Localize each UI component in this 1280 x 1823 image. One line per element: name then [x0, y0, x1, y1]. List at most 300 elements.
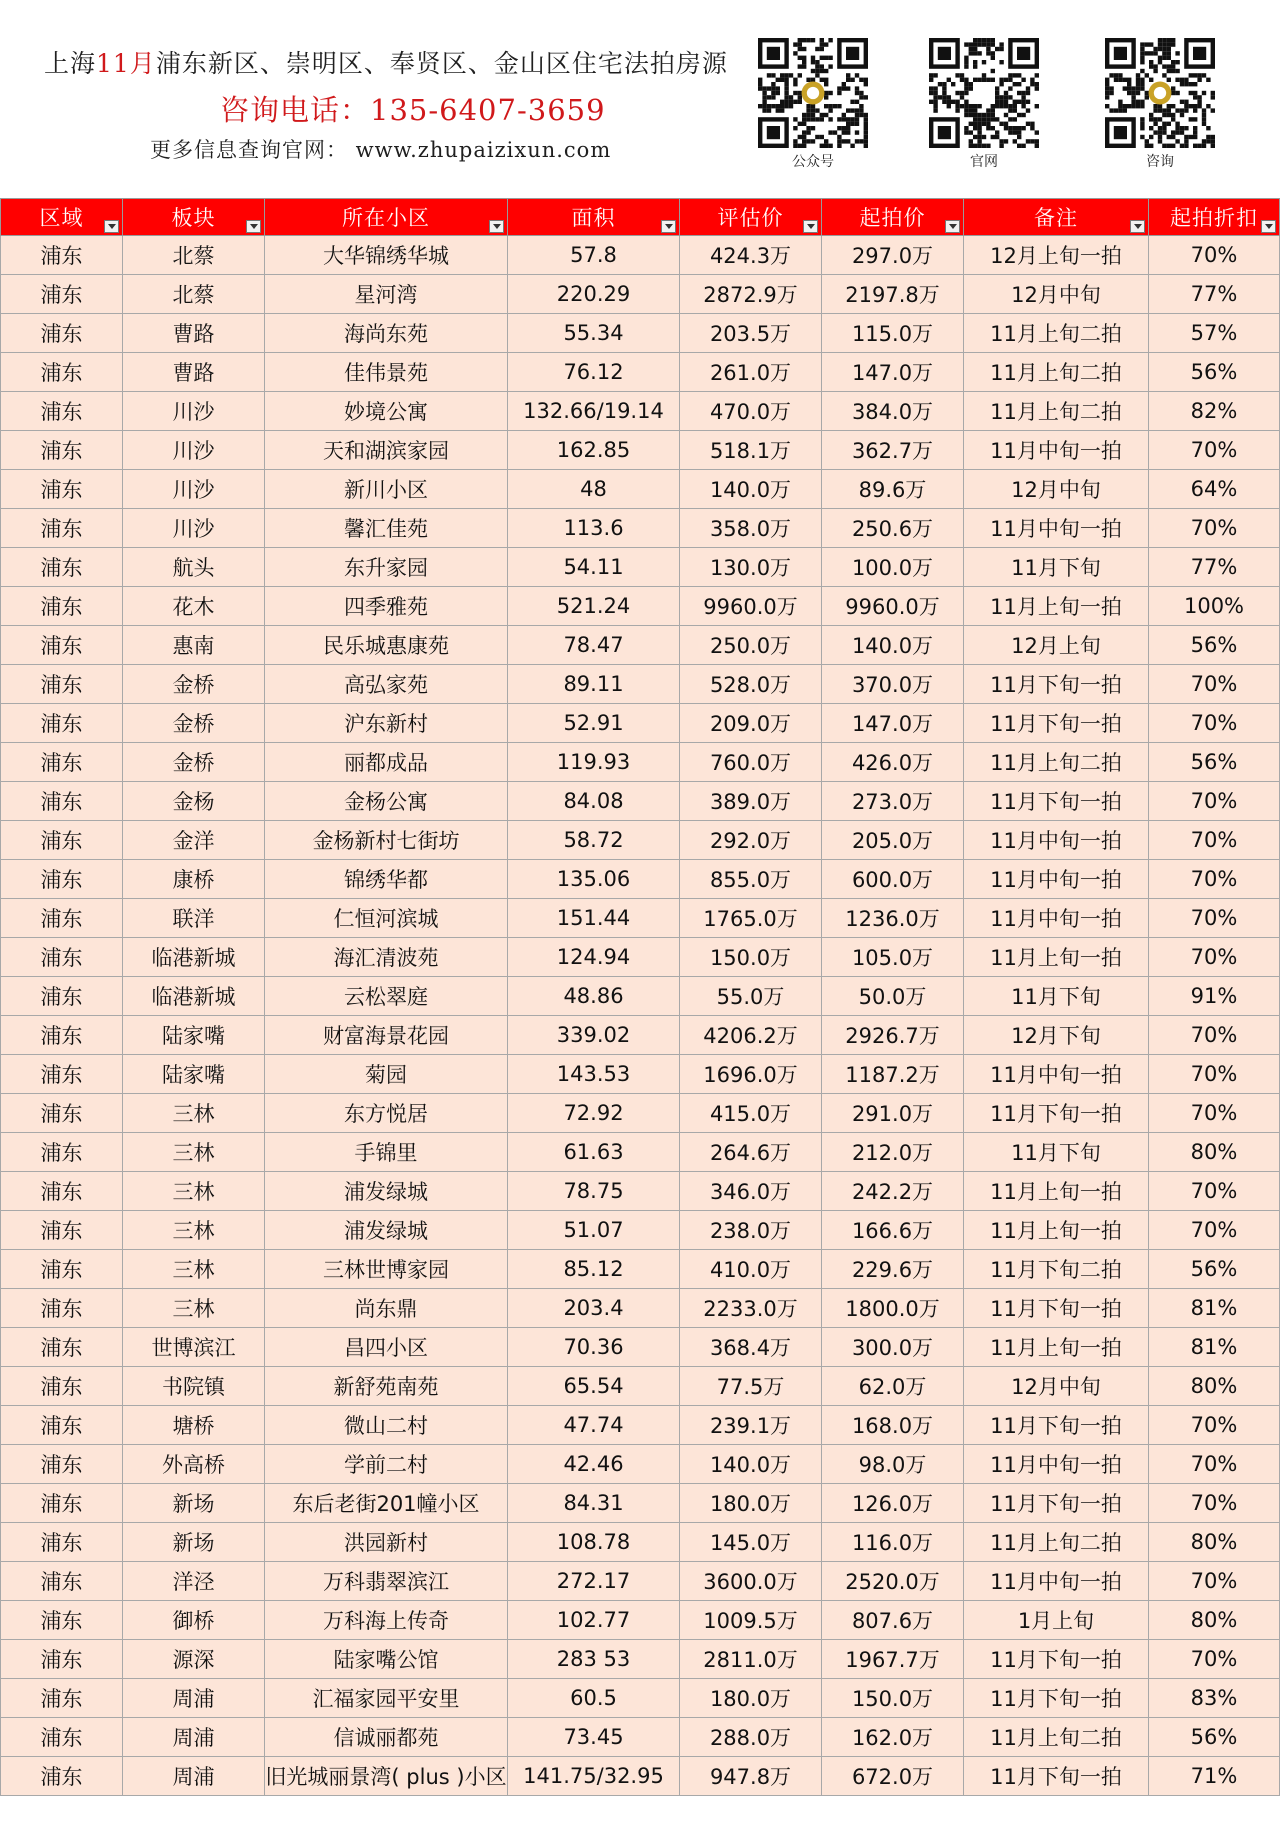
cell-community: 高弘家苑	[265, 665, 508, 704]
cell-discount: 70%	[1149, 1445, 1280, 1484]
cell-appraisal: 239.1万	[680, 1406, 822, 1445]
table-row	[1, 1484, 1280, 1523]
qr-code-icon	[929, 38, 1039, 148]
cell-discount: 77%	[1149, 275, 1280, 314]
column-header-discount[interactable]	[1149, 199, 1280, 236]
cell-start-price: 1800.0万	[822, 1289, 964, 1328]
cell-start-price: 62.0万	[822, 1367, 964, 1406]
table-row	[1, 1289, 1280, 1328]
cell-discount: 56%	[1149, 1718, 1280, 1757]
cell-note: 11月下旬二拍	[964, 1250, 1149, 1289]
title-suffix: 浦东新区、崇明区、奉贤区、金山区住宅法拍房源	[155, 49, 728, 78]
table-row	[1, 548, 1280, 587]
cell-discount: 70%	[1149, 821, 1280, 860]
cell-start-price: 229.6万	[822, 1250, 964, 1289]
cell-appraisal: 264.6万	[680, 1133, 822, 1172]
cell-block: 金桥	[123, 743, 265, 782]
cell-block: 三林	[123, 1094, 265, 1133]
cell-area: 141.75/32.95	[508, 1757, 680, 1796]
cell-region: 浦东	[1, 1601, 123, 1640]
cell-discount: 70%	[1149, 899, 1280, 938]
cell-discount: 77%	[1149, 548, 1280, 587]
page-header	[0, 0, 1280, 198]
cell-appraisal: 2872.9万	[680, 275, 822, 314]
cell-note: 11月下旬一拍	[964, 1289, 1149, 1328]
page-title	[44, 44, 728, 80]
cell-discount: 70%	[1149, 1406, 1280, 1445]
table-row	[1, 665, 1280, 704]
cell-area: 162.85	[508, 431, 680, 470]
cell-area: 283 53	[508, 1640, 680, 1679]
cell-start-price: 362.7万	[822, 431, 964, 470]
table-row	[1, 1640, 1280, 1679]
cell-start-price: 147.0万	[822, 704, 964, 743]
table-header-row	[1, 199, 1280, 236]
cell-start-price: 166.6万	[822, 1211, 964, 1250]
cell-block: 航头	[123, 548, 265, 587]
cell-note: 11月中旬一拍	[964, 899, 1149, 938]
cell-note: 11月上旬一拍	[964, 1172, 1149, 1211]
qr-official-account[interactable]	[757, 38, 869, 171]
table-row	[1, 431, 1280, 470]
cell-area: 151.44	[508, 899, 680, 938]
table-row	[1, 392, 1280, 431]
cell-start-price: 212.0万	[822, 1133, 964, 1172]
cell-area: 57.8	[508, 236, 680, 275]
website-link[interactable]: 更多信息查询官网： www.zhupaizixun.com	[150, 138, 612, 162]
cell-region: 浦东	[1, 587, 123, 626]
column-header-region[interactable]	[1, 199, 123, 236]
cell-community: 陆家嘴公馆	[265, 1640, 508, 1679]
table-row	[1, 275, 1280, 314]
table-row	[1, 938, 1280, 977]
cell-region: 浦东	[1, 470, 123, 509]
cell-discount: 70%	[1149, 1640, 1280, 1679]
cell-discount: 70%	[1149, 1094, 1280, 1133]
cell-area: 89.11	[508, 665, 680, 704]
cell-region: 浦东	[1, 314, 123, 353]
cell-block: 三林	[123, 1289, 265, 1328]
cell-appraisal: 368.4万	[680, 1328, 822, 1367]
cell-block: 周浦	[123, 1679, 265, 1718]
cell-block: 川沙	[123, 392, 265, 431]
cell-note: 11月下旬一拍	[964, 1640, 1149, 1679]
cell-region: 浦东	[1, 1484, 123, 1523]
cell-block: 川沙	[123, 431, 265, 470]
cell-region: 浦东	[1, 626, 123, 665]
cell-note: 11月上旬一拍	[964, 587, 1149, 626]
cell-community: 菊园	[265, 1055, 508, 1094]
cell-note: 12月上旬一拍	[964, 236, 1149, 275]
cell-region: 浦东	[1, 1211, 123, 1250]
cell-start-price: 300.0万	[822, 1328, 964, 1367]
cell-region: 浦东	[1, 509, 123, 548]
column-header-area[interactable]	[508, 199, 680, 236]
cell-note: 11月下旬一拍	[964, 1484, 1149, 1523]
column-header-label: 板块	[171, 206, 216, 230]
cell-region: 浦东	[1, 1250, 123, 1289]
cell-region: 浦东	[1, 431, 123, 470]
column-header-label: 评估价	[717, 206, 784, 230]
cell-community: 三林世博家园	[265, 1250, 508, 1289]
qr-label: 公众号	[792, 154, 834, 170]
cell-community: 尚东鼎	[265, 1289, 508, 1328]
table-row	[1, 1094, 1280, 1133]
filter-dropdown-icon[interactable]	[661, 220, 676, 233]
cell-area: 124.94	[508, 938, 680, 977]
cell-note: 11月下旬一拍	[964, 665, 1149, 704]
cell-community: 浦发绿城	[265, 1172, 508, 1211]
cell-note: 11月下旬一拍	[964, 1679, 1149, 1718]
cell-note: 11月下旬	[964, 1133, 1149, 1172]
table-row	[1, 899, 1280, 938]
table-row	[1, 1757, 1280, 1796]
cell-area: 54.11	[508, 548, 680, 587]
cell-appraisal: 140.0万	[680, 470, 822, 509]
cell-start-price: 2520.0万	[822, 1562, 964, 1601]
cell-community: 东后老街201幢小区	[265, 1484, 508, 1523]
cell-appraisal: 855.0万	[680, 860, 822, 899]
cell-region: 浦东	[1, 1757, 123, 1796]
cell-community: 仁恒河滨城	[265, 899, 508, 938]
cell-area: 132.66/19.14	[508, 392, 680, 431]
cell-area: 135.06	[508, 860, 680, 899]
table-row	[1, 1562, 1280, 1601]
cell-community: 四季雅苑	[265, 587, 508, 626]
cell-discount: 100%	[1149, 587, 1280, 626]
table-row	[1, 509, 1280, 548]
filter-dropdown-icon[interactable]	[1130, 220, 1145, 233]
cell-region: 浦东	[1, 353, 123, 392]
cell-note: 12月中旬	[964, 1367, 1149, 1406]
cell-block: 北蔡	[123, 275, 265, 314]
cell-start-price: 807.6万	[822, 1601, 964, 1640]
cell-community: 丽都成品	[265, 743, 508, 782]
cell-region: 浦东	[1, 938, 123, 977]
cell-appraisal: 238.0万	[680, 1211, 822, 1250]
cell-note: 11月下旬一拍	[964, 704, 1149, 743]
filter-dropdown-icon[interactable]	[104, 220, 119, 233]
table-row	[1, 314, 1280, 353]
cell-appraisal: 130.0万	[680, 548, 822, 587]
cell-block: 金杨	[123, 782, 265, 821]
cell-block: 金桥	[123, 704, 265, 743]
qr-consult[interactable]	[1104, 38, 1216, 171]
cell-area: 52.91	[508, 704, 680, 743]
cell-block: 书院镇	[123, 1367, 265, 1406]
cell-area: 108.78	[508, 1523, 680, 1562]
listing-table-wrapper	[0, 198, 1280, 1796]
cell-region: 浦东	[1, 392, 123, 431]
column-header-community[interactable]	[265, 199, 508, 236]
cell-community: 妙境公寓	[265, 392, 508, 431]
cell-community: 天和湖滨家园	[265, 431, 508, 470]
cell-note: 11月中旬一拍	[964, 1055, 1149, 1094]
cell-area: 119.93	[508, 743, 680, 782]
column-header-block[interactable]	[123, 199, 265, 236]
cell-discount: 70%	[1149, 1172, 1280, 1211]
cell-start-price: 2926.7万	[822, 1016, 964, 1055]
cell-appraisal: 947.8万	[680, 1757, 822, 1796]
cell-discount: 81%	[1149, 1289, 1280, 1328]
cell-area: 102.77	[508, 1601, 680, 1640]
cell-appraisal: 358.0万	[680, 509, 822, 548]
cell-block: 花木	[123, 587, 265, 626]
cell-discount: 70%	[1149, 938, 1280, 977]
cell-area: 78.75	[508, 1172, 680, 1211]
cell-block: 金桥	[123, 665, 265, 704]
cell-discount: 70%	[1149, 704, 1280, 743]
cell-discount: 80%	[1149, 1523, 1280, 1562]
cell-appraisal: 2233.0万	[680, 1289, 822, 1328]
table-row	[1, 1601, 1280, 1640]
table-row	[1, 782, 1280, 821]
cell-region: 浦东	[1, 1016, 123, 1055]
cell-region: 浦东	[1, 821, 123, 860]
cell-region: 浦东	[1, 1094, 123, 1133]
cell-community: 财富海景花园	[265, 1016, 508, 1055]
cell-start-price: 250.6万	[822, 509, 964, 548]
cell-region: 浦东	[1, 743, 123, 782]
cell-note: 1月上旬	[964, 1601, 1149, 1640]
cell-discount: 56%	[1149, 1250, 1280, 1289]
cell-appraisal: 209.0万	[680, 704, 822, 743]
cell-appraisal: 1696.0万	[680, 1055, 822, 1094]
cell-appraisal: 1009.5万	[680, 1601, 822, 1640]
cell-community: 手锦里	[265, 1133, 508, 1172]
cell-community: 微山二村	[265, 1406, 508, 1445]
column-header-start-price[interactable]	[822, 199, 964, 236]
cell-note: 11月上旬一拍	[964, 1211, 1149, 1250]
cell-start-price: 600.0万	[822, 860, 964, 899]
cell-block: 临港新城	[123, 938, 265, 977]
column-header-label: 备注	[1034, 206, 1078, 230]
cell-start-price: 242.2万	[822, 1172, 964, 1211]
qr-website[interactable]	[928, 38, 1040, 171]
filter-dropdown-icon[interactable]	[1261, 220, 1276, 233]
cell-block: 川沙	[123, 470, 265, 509]
cell-start-price: 1236.0万	[822, 899, 964, 938]
cell-appraisal: 288.0万	[680, 1718, 822, 1757]
cell-appraisal: 145.0万	[680, 1523, 822, 1562]
table-row	[1, 236, 1280, 275]
table-row	[1, 1250, 1280, 1289]
cell-area: 203.4	[508, 1289, 680, 1328]
cell-discount: 80%	[1149, 1367, 1280, 1406]
cell-appraisal: 518.1万	[680, 431, 822, 470]
table-row	[1, 1172, 1280, 1211]
cell-appraisal: 261.0万	[680, 353, 822, 392]
table-row	[1, 1523, 1280, 1562]
cell-area: 521.24	[508, 587, 680, 626]
cell-community: 馨汇佳苑	[265, 509, 508, 548]
cell-block: 世博滨江	[123, 1328, 265, 1367]
table-row	[1, 743, 1280, 782]
cell-note: 11月中旬一拍	[964, 1445, 1149, 1484]
table-row	[1, 1718, 1280, 1757]
cell-note: 11月上旬一拍	[964, 1328, 1149, 1367]
cell-note: 11月下旬一拍	[964, 1094, 1149, 1133]
table-row	[1, 1055, 1280, 1094]
cell-start-price: 89.6万	[822, 470, 964, 509]
cell-start-price: 273.0万	[822, 782, 964, 821]
cell-region: 浦东	[1, 665, 123, 704]
cell-appraisal: 410.0万	[680, 1250, 822, 1289]
cell-community: 学前二村	[265, 1445, 508, 1484]
cell-appraisal: 55.0万	[680, 977, 822, 1016]
cell-discount: 91%	[1149, 977, 1280, 1016]
cell-region: 浦东	[1, 1289, 123, 1328]
filter-dropdown-icon[interactable]	[945, 220, 960, 233]
cell-discount: 70%	[1149, 236, 1280, 275]
column-header-appraisal[interactable]	[680, 199, 822, 236]
cell-start-price: 1187.2万	[822, 1055, 964, 1094]
column-header-label: 区域	[39, 206, 84, 230]
cell-block: 川沙	[123, 509, 265, 548]
cell-start-price: 98.0万	[822, 1445, 964, 1484]
cell-discount: 80%	[1149, 1601, 1280, 1640]
cell-appraisal: 1765.0万	[680, 899, 822, 938]
cell-note: 11月上旬二拍	[964, 392, 1149, 431]
column-header-note[interactable]	[964, 199, 1149, 236]
cell-block: 御桥	[123, 1601, 265, 1640]
cell-area: 60.5	[508, 1679, 680, 1718]
cell-community: 东升家园	[265, 548, 508, 587]
cell-note: 11月中旬一拍	[964, 431, 1149, 470]
cell-region: 浦东	[1, 1718, 123, 1757]
cell-community: 旧光城丽景湾( plus )小区	[265, 1757, 508, 1796]
filter-dropdown-icon[interactable]	[489, 220, 504, 233]
table-row	[1, 821, 1280, 860]
qr-label: 咨询	[1146, 154, 1174, 170]
cell-start-price: 291.0万	[822, 1094, 964, 1133]
cell-area: 78.47	[508, 626, 680, 665]
table-row	[1, 1406, 1280, 1445]
cell-area: 51.07	[508, 1211, 680, 1250]
cell-appraisal: 528.0万	[680, 665, 822, 704]
cell-start-price: 105.0万	[822, 938, 964, 977]
cell-block: 北蔡	[123, 236, 265, 275]
table-row	[1, 587, 1280, 626]
table-row	[1, 1016, 1280, 1055]
cell-area: 42.46	[508, 1445, 680, 1484]
cell-appraisal: 424.3万	[680, 236, 822, 275]
cell-region: 浦东	[1, 1523, 123, 1562]
cell-appraisal: 470.0万	[680, 392, 822, 431]
cell-area: 72.92	[508, 1094, 680, 1133]
cell-block: 三林	[123, 1133, 265, 1172]
cell-region: 浦东	[1, 860, 123, 899]
cell-region: 浦东	[1, 1562, 123, 1601]
column-header-label: 面积	[571, 206, 616, 230]
cell-start-price: 126.0万	[822, 1484, 964, 1523]
cell-block: 周浦	[123, 1757, 265, 1796]
table-row	[1, 977, 1280, 1016]
cell-region: 浦东	[1, 1055, 123, 1094]
cell-region: 浦东	[1, 1133, 123, 1172]
cell-block: 周浦	[123, 1718, 265, 1757]
cell-block: 外高桥	[123, 1445, 265, 1484]
cell-area: 220.29	[508, 275, 680, 314]
cell-discount: 70%	[1149, 1016, 1280, 1055]
cell-note: 11月下旬	[964, 548, 1149, 587]
cell-community: 东方悦居	[265, 1094, 508, 1133]
cell-discount: 70%	[1149, 1211, 1280, 1250]
table-row	[1, 1445, 1280, 1484]
cell-start-price: 672.0万	[822, 1757, 964, 1796]
cell-region: 浦东	[1, 1367, 123, 1406]
cell-region: 浦东	[1, 1172, 123, 1211]
cell-start-price: 2197.8万	[822, 275, 964, 314]
cell-region: 浦东	[1, 782, 123, 821]
cell-block: 三林	[123, 1211, 265, 1250]
title-prefix: 上海	[44, 49, 97, 78]
cell-discount: 80%	[1149, 1133, 1280, 1172]
qr-code-icon	[1105, 38, 1215, 148]
cell-discount: 57%	[1149, 314, 1280, 353]
cell-appraisal: 3600.0万	[680, 1562, 822, 1601]
cell-region: 浦东	[1, 899, 123, 938]
cell-block: 新场	[123, 1484, 265, 1523]
cell-community: 万科海上传奇	[265, 1601, 508, 1640]
cell-region: 浦东	[1, 1445, 123, 1484]
cell-discount: 70%	[1149, 1484, 1280, 1523]
cell-note: 12月下旬	[964, 1016, 1149, 1055]
cell-block: 临港新城	[123, 977, 265, 1016]
cell-appraisal: 4206.2万	[680, 1016, 822, 1055]
cell-discount: 71%	[1149, 1757, 1280, 1796]
filter-dropdown-icon[interactable]	[246, 220, 261, 233]
cell-note: 12月上旬	[964, 626, 1149, 665]
cell-appraisal: 346.0万	[680, 1172, 822, 1211]
cell-area: 58.72	[508, 821, 680, 860]
cell-area: 339.02	[508, 1016, 680, 1055]
cell-note: 11月下旬	[964, 977, 1149, 1016]
table-row	[1, 1367, 1280, 1406]
cell-block: 三林	[123, 1250, 265, 1289]
cell-note: 11月上旬二拍	[964, 1523, 1149, 1562]
cell-discount: 81%	[1149, 1328, 1280, 1367]
table-row	[1, 860, 1280, 899]
cell-note: 11月下旬一拍	[964, 782, 1149, 821]
qr-code-icon	[758, 38, 868, 148]
cell-appraisal: 180.0万	[680, 1484, 822, 1523]
cell-community: 金杨公寓	[265, 782, 508, 821]
cell-region: 浦东	[1, 236, 123, 275]
cell-appraisal: 203.5万	[680, 314, 822, 353]
cell-area: 73.45	[508, 1718, 680, 1757]
cell-appraisal: 180.0万	[680, 1679, 822, 1718]
cell-discount: 70%	[1149, 665, 1280, 704]
cell-discount: 70%	[1149, 1055, 1280, 1094]
cell-area: 85.12	[508, 1250, 680, 1289]
cell-appraisal: 140.0万	[680, 1445, 822, 1484]
cell-discount: 70%	[1149, 782, 1280, 821]
cell-region: 浦东	[1, 704, 123, 743]
table-row	[1, 626, 1280, 665]
cell-start-price: 205.0万	[822, 821, 964, 860]
cell-community: 昌四小区	[265, 1328, 508, 1367]
cell-appraisal: 250.0万	[680, 626, 822, 665]
cell-start-price: 426.0万	[822, 743, 964, 782]
table-row	[1, 1679, 1280, 1718]
cell-block: 洋泾	[123, 1562, 265, 1601]
cell-appraisal: 389.0万	[680, 782, 822, 821]
cell-appraisal: 150.0万	[680, 938, 822, 977]
filter-dropdown-icon[interactable]	[803, 220, 818, 233]
cell-area: 47.74	[508, 1406, 680, 1445]
cell-note: 11月中旬一拍	[964, 860, 1149, 899]
